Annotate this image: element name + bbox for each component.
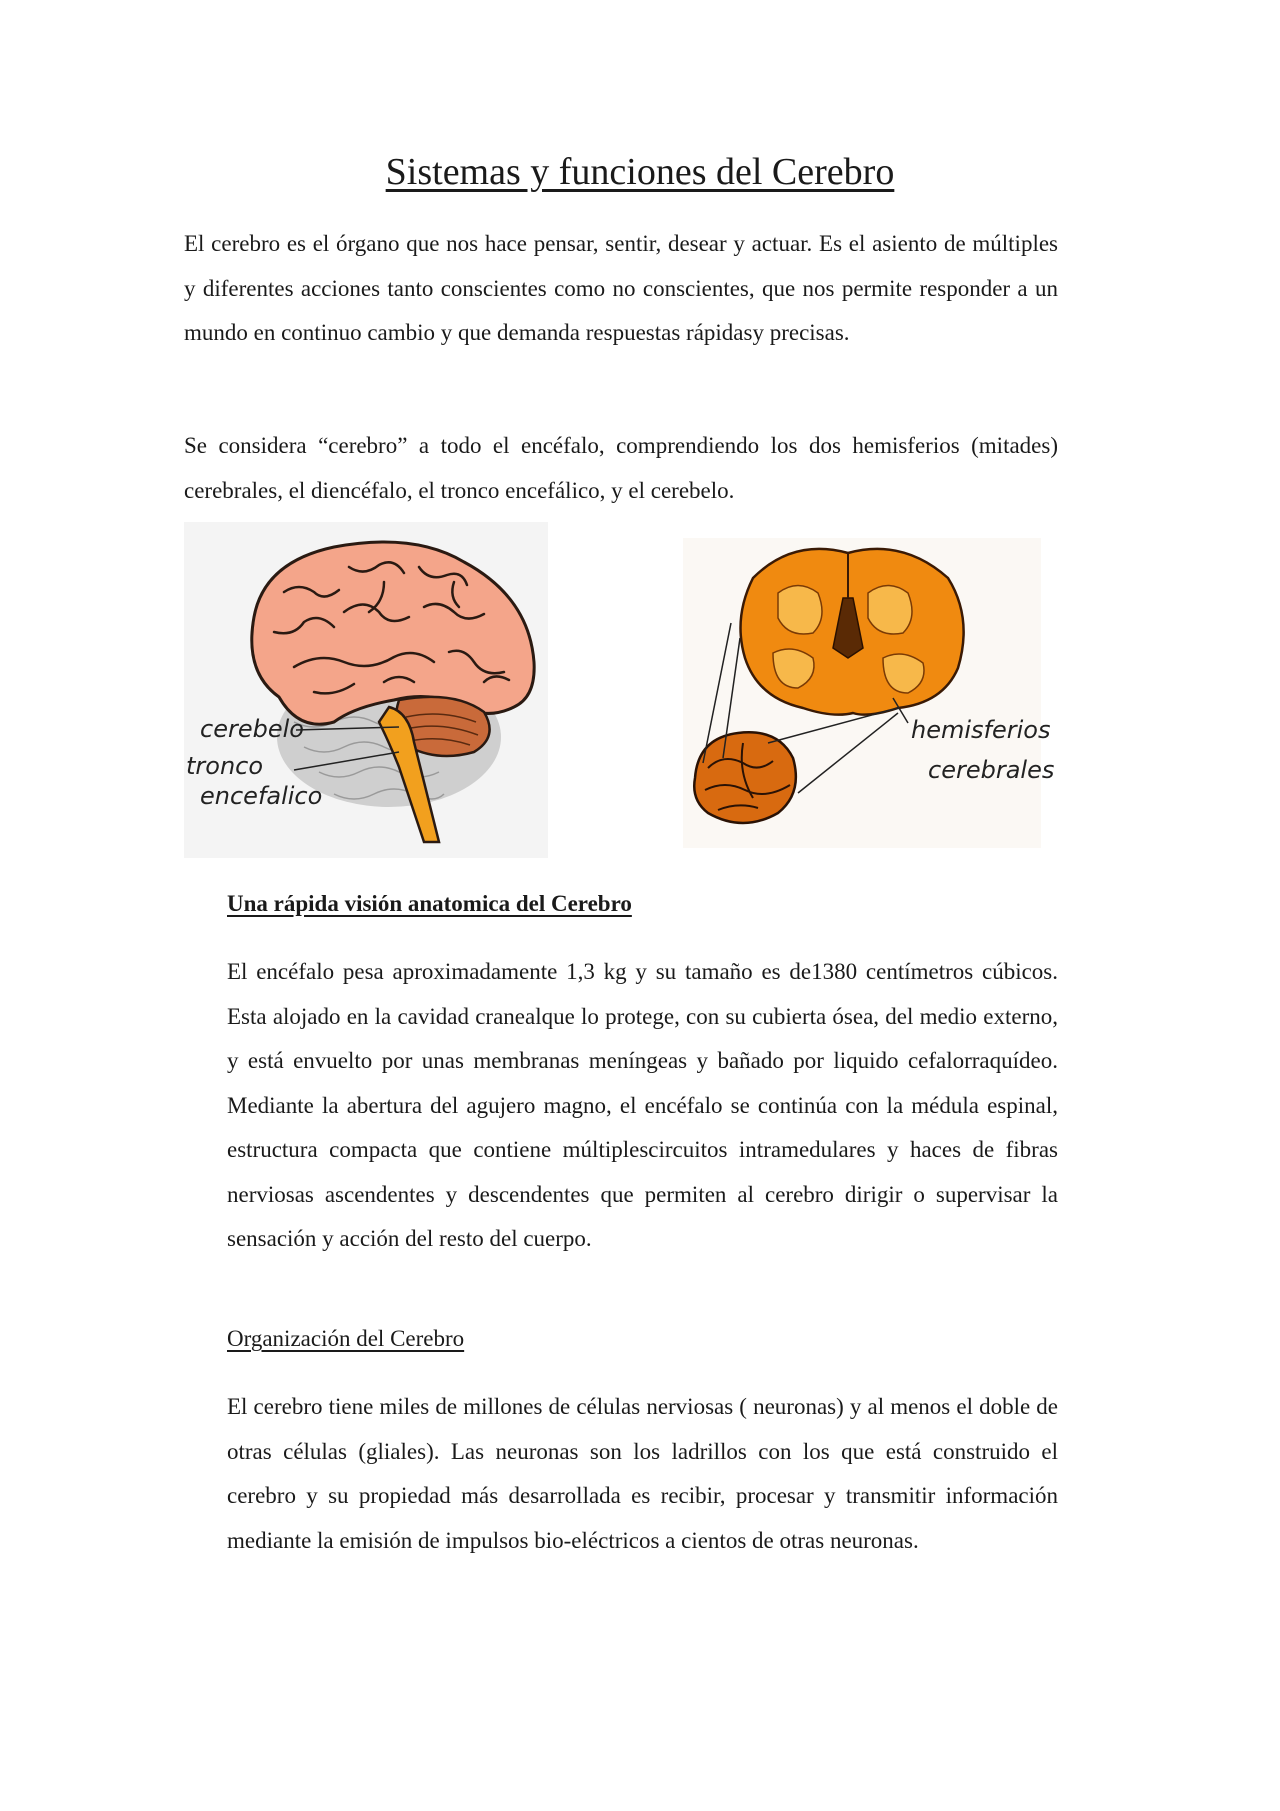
page-title: Sistemas y funciones del Cerebro [385, 151, 895, 193]
intro-paragraph: El cerebro es el órgano que nos hace pensar, sentir, desear y actuar. Es el asiento de múltiples y diferentes acciones tanto conscientes como no conscientes, que nos permite responder a un mundo en continuo cambio y que demanda respuestas rápidasy precisas. [184, 231, 1058, 345]
label-cerebrales: cerebrales [928, 756, 1055, 784]
brain-lateral-illustration [184, 522, 548, 858]
section-heading-anatomy: Una rápida visión anatomica del Cerebro [227, 891, 632, 916]
label-encefalico: encefalico [200, 782, 323, 810]
brain-coronal-illustration [683, 538, 1055, 848]
section-heading-organization: Organización del Cerebro [227, 1326, 465, 1351]
label-tronco: tronco [186, 752, 264, 780]
organization-paragraph: El cerebro tiene miles de millones de células nerviosas ( neuronas) y al menos el doble de otras células (gliales). Las neuronas son los ladrillos con los que está construido el cerebro y su propiedad más desarrollada es recibir, procesar y transmitir información mediante la emisión de impulsos bio-eléctricos a cientos de otras neuronas. [227, 1394, 1058, 1553]
label-cerebelo: cerebelo [200, 715, 304, 743]
anatomy-paragraph: El encéfalo pesa aproximadamente 1,3 kg y su tamaño es de1380 centímetros cúbicos. Esta alojado en la cavidad cranealque lo protege, con su cubierta ósea, del medio externo, y está envuelto por unas membranas meníngeas y bañado por liquido cefalorraquídeo. Mediante la abertura del agujero magno, el encéfalo se continúa con la médula espinal, estructura compacta que contiene múltiplescircuitos intramedulares y haces de fibras nerviosas ascendentes y descendentes que permiten al cerebro dirigir o supervisar la sensación y acción del resto del cuerpo. [227, 959, 1058, 1251]
label-hemisferios: hemisferios [911, 716, 1051, 744]
definition-paragraph: Se considera “cerebro” a todo el encéfalo, comprendiendo los dos hemisferios (mitades) cerebrales, el diencéfalo, el tronco encefálico, y el cerebelo. [184, 433, 1058, 503]
